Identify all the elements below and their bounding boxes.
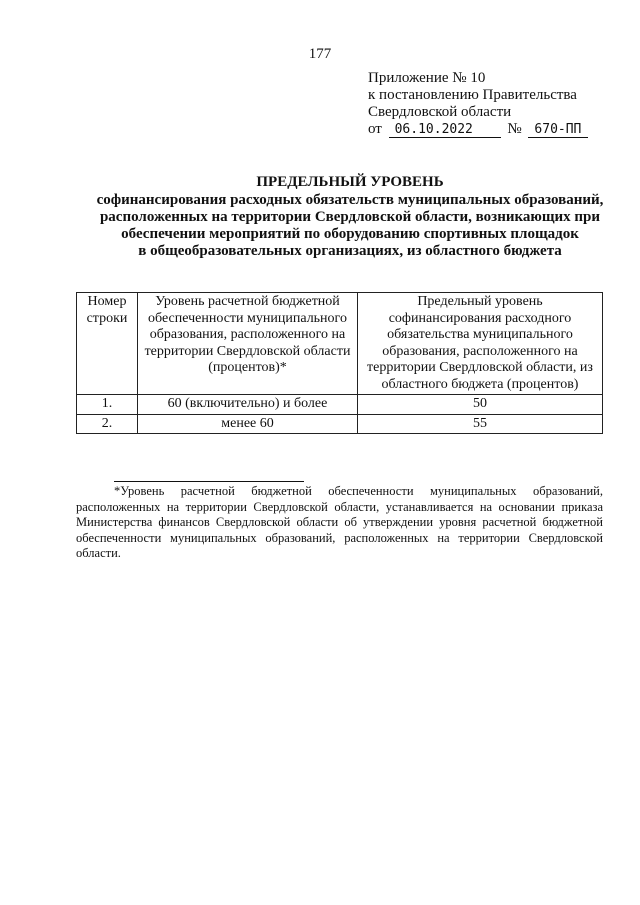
row-2-number: 2.: [77, 414, 138, 434]
number-prefix: №: [507, 121, 522, 137]
header-cofinancing-level: Предельный уровень софинансирования расходного обязательства муниципального образования, расположенного на территории Свердловской области, из областного бюджета (процентов): [358, 293, 603, 395]
title-line-1: софинансирования расходных обязательств муниципальных образований,: [96, 192, 604, 208]
title-main: ПРЕДЕЛЬНЫЙ УРОВЕНЬ: [256, 174, 444, 190]
header-budget-level: Уровень расчетной бюджетной обеспеченности муниципального образования, расположенного на территории Свердловской области (процентов)*: [138, 293, 358, 395]
appendix-line-4: [368, 121, 628, 138]
title-line-3: обеспечении мероприятий по оборудованию спортивных площадок: [121, 226, 579, 242]
footnote: *Уровень расчетной бюджетной обеспеченности муниципальных образований, расположенных на территории Свердловской области, устанавливается на основании приказа Министерства финансов Свердловской области об утверждении уровня расчетной бюджетной обеспеченности муниципальных образований, расположенных на территории Свердловской области.: [76, 484, 603, 560]
appendix-line-2: к постановлению Правительства: [368, 87, 577, 103]
table-row: [77, 395, 603, 415]
row-1-cofinancing: 50: [358, 395, 603, 415]
title-line-4: в общеобразовательных организациях, из областного бюджета: [138, 243, 562, 259]
date-value: 06.10.2022: [389, 123, 501, 138]
appendix-line-1: Приложение № 10: [368, 70, 486, 86]
row-2-budget-level: менее 60: [138, 414, 358, 434]
row-1-number: 1.: [77, 395, 138, 415]
row-1-budget-level: 60 (включительно) и более: [138, 395, 358, 415]
footnote-separator: [114, 481, 304, 482]
cofinancing-table: [76, 292, 603, 434]
table-header-row: [77, 293, 603, 395]
date-prefix: от: [368, 121, 382, 137]
number-value: 670-ПП: [528, 123, 588, 138]
header-row-number: Номер строки: [77, 293, 138, 395]
row-2-cofinancing: 55: [358, 414, 603, 434]
title-line-2: расположенных на территории Свердловской области, возникающих при: [99, 209, 601, 225]
table-row: [77, 414, 603, 434]
appendix-line-3: Свердловской области: [368, 104, 512, 120]
page-number: 177: [308, 46, 332, 62]
appendix-header: [368, 70, 628, 138]
document-title: [60, 174, 640, 260]
